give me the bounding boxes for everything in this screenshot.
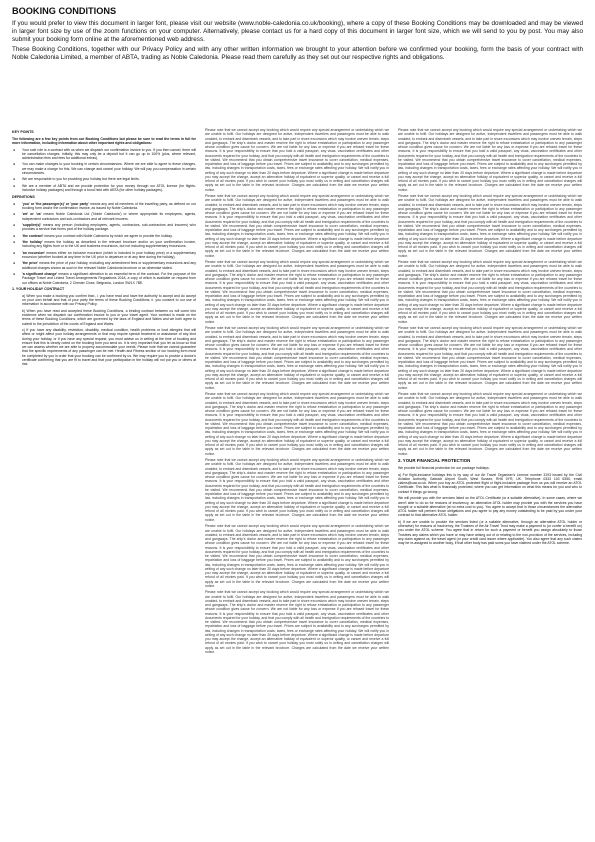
definition-item [12, 261, 196, 270]
list-item: ● Your sole role is a contract with us when we dispatch our confirmation invoice to you. If you then cancel, there will be cancellation charges. Initially, this may only be a deposit but it can go up to 100% (plus, where relevant, administration fees and fees for additional extras). [12, 148, 196, 161]
definition-text: means the holiday as described in the relevant brochure and/or on your confirmation invoice, including any flights from or to the UK and business excursions, but not including supplementary excursions. [22, 240, 196, 249]
body-text: Please note that we cannot accept any booking which would require any special arrangement or undertaking which we are unable to fulfil. Our holidays are designed for active, independent travellers and passengers must be able to walk unaided, to embark and disembark vessels, and to take part in shore excursions which may involve uneven terrain, steps and gangways. The ship's doctor and master reserve the right to refuse embarkation or participation to any passenger whose condition gives cause for concern. We are not liable for any loss or expense if you are refused travel for these reasons. It is your responsibility to ensure that you hold a valid passport, any visas, vaccination certificates and other documents required for your holiday, and that you comply with all health and immigration requirements of the countries to be visited. We recommend that you obtain comprehensive travel insurance to cover cancellation, medical expenses, repatriation and loss of baggage before you travel. Prices are subject to availability and to any surcharges permitted by law, including changes in transportation costs, taxes, fees or exchange rates affecting your holiday. We will notify you in writing of any such change no later than 20 days before departure. Where a significant change is made before departure you may accept the change, accept an alternative holiday of equivalent or superior quality, or cancel and receive a full refund of all monies paid. If you wish to cancel your holiday you must notify us in writing and cancellation charges will apply as set out in the table in the relevant brochure. Charges are calculated from the date we receive your written notice. [205, 194, 389, 258]
key-points-list [12, 148, 196, 193]
definition-term: 'the holiday' [22, 240, 43, 245]
column-3 [398, 128, 582, 836]
list-item: ● You can make changes to your booking in certain circumstances. Where we are able to agree to these changes, we may make a charge for this. We can change and cancel your holiday. We will pay you compensation in certain circumstances. [12, 162, 196, 175]
intro-paragraph-1: If you would prefer to view this document in larger font, please visit our website (www.noble-caledonia.co.uk/booking), where a copy of these Booking Conditions may be downloaded and may be viewed in larger font size by use of the zoom functions on your computer. Alternatively, please contact us for a hard copy of this document in larger font size, which we will send to you by post. You may also submit your booking form online at the aforementioned web address. [12, 20, 583, 43]
definition-item [12, 202, 196, 211]
definition-term: 'an excursion' [22, 250, 46, 255]
body-text: Please note that we cannot accept any booking which would require any special arrangement or undertaking which we are unable to fulfil. Our holidays are designed for active, independent travellers and passengers must be able to walk unaided, to embark and disembark vessels, and to take part in shore excursions which may involve uneven terrain, steps and gangways. The ship's doctor and master reserve the right to refuse embarkation or participation to any passenger whose condition gives cause for concern. We are not liable for any loss or expense if you are refused travel for these reasons. It is your responsibility to ensure that you hold a valid passport, any visas, vaccination certificates and other documents required for your holiday, and that you comply with all health and immigration requirements of the countries to be visited. We recommend that you obtain comprehensive travel insurance to cover cancellation, medical expenses, repatriation and loss of baggage before you travel. Prices are subject to availability and to any surcharges permitted by law, including changes in transportation costs, taxes, fees or exchange rates affecting your holiday. We will notify you in writing of any such change no later than 20 days before departure. Where a significant change is made before departure you may accept the change, accept an alternative holiday of equivalent or superior quality, or cancel and receive a full refund of all monies paid. If you wish to cancel your holiday you must notify us in writing and cancellation charges will apply as set out in the table in the relevant brochure. Charges are calculated from the date we receive your written notice. [205, 524, 389, 588]
body-text: Please note that we cannot accept any booking which would require any special arrangement or undertaking which we are unable to fulfil. Our holidays are designed for active, independent travellers and passengers must be able to walk unaided, to embark and disembark vessels, and to take part in shore excursions which may involve uneven terrain, steps and gangways. The ship's doctor and master reserve the right to refuse embarkation or participation to any passenger whose condition gives cause for concern. We are not liable for any loss or expense if you are refused travel for these reasons. It is your responsibility to ensure that you hold a valid passport, any visas, vaccination certificates and other documents required for your holiday, and that you comply with all health and immigration requirements of the countries to be visited. We recommend that you obtain comprehensive travel insurance to cover cancellation, medical expenses, repatriation and loss of baggage before you travel. Prices are subject to availability and to any surcharges permitted by law, including changes in transportation costs, taxes, fees or exchange rates affecting your holiday. We will notify you in writing of any such change no later than 20 days before departure. Where a significant change is made before departure you may accept the change, accept an alternative holiday of equivalent or superior quality, or cancel and receive a full refund of all monies paid. If you wish to cancel your holiday you must notify us in writing and cancellation charges will apply as set out in the table in the relevant brochure. Charges are calculated from the date we receive your written notice. [205, 458, 389, 522]
definition-item [12, 251, 196, 260]
list-item: ● We are a member of ABTA and we provide protection for your money through our ATOL licence (for flights-inclusive holiday packages) and through a bond held with ABTA (for other holiday packages). [12, 184, 196, 193]
section-2-heading: 2. YOUR FINANCIAL PROTECTION [398, 457, 471, 463]
definition-term: 'supplier(s)' [22, 222, 42, 227]
definition-term: 'you' or 'the passenger(s)' or 'your party' [22, 201, 89, 206]
columns [12, 128, 583, 836]
definition-item [12, 223, 196, 232]
body-text: Please note that we cannot accept any booking which would require any special arrangement or undertaking which we are unable to fulfil. Our holidays are designed for active, independent travellers and passengers must be able to walk unaided, to embark and disembark vessels, and to take part in shore excursions which may involve uneven terrain, steps and gangways. The ship's doctor and master reserve the right to refuse embarkation or participation to any passenger whose condition gives cause for concern. We are not liable for any loss or expense if you are refused travel for these reasons. It is your responsibility to ensure that you hold a valid passport, any visas, vaccination certificates and other documents required for your holiday, and that you comply with all health and immigration requirements of the countries to be visited. We recommend that you obtain comprehensive travel insurance to cover cancellation, medical expenses, repatriation and loss of baggage before you travel. Prices are subject to availability and to any surcharges permitted by law, including changes in transportation costs, taxes, fees or exchange rates affecting your holiday. We will notify you in writing of any such change no later than 20 days before departure. Where a significant change is made before departure you may accept the change, accept an alternative holiday of equivalent or superior quality, or cancel and receive a full refund of all monies paid. If you wish to cancel your holiday you must notify us in writing and cancellation charges will apply as set out in the table in the relevant brochure. Charges are calculated from the date we receive your written notice. [205, 260, 389, 324]
page-title: BOOKING CONDITIONS [12, 6, 117, 16]
definition-item [12, 272, 196, 285]
section-1-heading: 1. YOUR HOLIDAY CONTRACT [12, 287, 65, 292]
body-text: Please note that we cannot accept any booking which would require any special arrangement or undertaking which we are unable to fulfil. Our holidays are designed for active, independent travellers and passengers must be able to walk unaided, to embark and disembark vessels, and to take part in shore excursions which may involve uneven terrain, steps and gangways. The ship's doctor and master reserve the right to refuse embarkation or participation to any passenger whose condition gives cause for concern. We are not liable for any loss or expense if you are refused travel for these reasons. It is your responsibility to ensure that you hold a valid passport, any visas, vaccination certificates and other documents required for your holiday, and that you comply with all health and immigration requirements of the countries to be visited. We recommend that you obtain comprehensive travel insurance to cover cancellation, medical expenses, repatriation and loss of baggage before you travel. Prices are subject to availability and to any surcharges permitted by law, including changes in transportation costs, taxes, fees or exchange rates affecting your holiday. We will notify you in writing of any such change no later than 20 days before departure. Where a significant change is made before departure you may accept the change, accept an alternative holiday of equivalent or superior quality, or cancel and receive a full refund of all monies paid. If you wish to cancel your holiday you must notify us in writing and cancellation charges will apply as set out in the table in the relevant brochure. Charges are calculated from the date we receive your written notice. [398, 128, 582, 192]
definition-text: means Noble Caledonia Ltd ('Noble Caledonia') or where appropriate its employees, agents, independent contractors and sub-contractors and all relevant insurers. [22, 212, 196, 221]
definition-text: means any and all members of the travelling party, as defined on our booking form and/or the confirmation invoice, as issued by Noble Caledonia. [22, 201, 196, 210]
definition-item [12, 234, 196, 238]
body-text: Please note that we cannot accept any booking which would require any special arrangement or undertaking which we are unable to fulfil. Our holidays are designed for active, independent travellers and passengers must be able to walk unaided, to embark and disembark vessels, and to take part in shore excursions which may involve uneven terrain, steps and gangways. The ship's doctor and master reserve the right to refuse embarkation or participation to any passenger whose condition gives cause for concern. We are not liable for any loss or expense if you are refused travel for these reasons. It is your responsibility to ensure that you hold a valid passport, any visas, vaccination certificates and other documents required for your holiday, and that you comply with all health and immigration requirements of the countries to be visited. We recommend that you obtain comprehensive travel insurance to cover cancellation, medical expenses, repatriation and loss of baggage before you travel. Prices are subject to availability and to any surcharges permitted by law, including changes in transportation costs, taxes, fees or exchange rates affecting your holiday. We will notify you in writing of any such change no later than 20 days before departure. Where a significant change is made before departure you may accept the change, accept an alternative holiday of equivalent or superior quality, or cancel and receive a full refund of all monies paid. If you wish to cancel your holiday you must notify us in writing and cancellation charges will apply as set out in the table in the relevant brochure. Charges are calculated from the date we receive your written notice. [205, 326, 389, 390]
definition-text: means your contract with Noble Caledonia by which we agree to provide the holiday. [44, 233, 173, 238]
definition-item [12, 240, 196, 249]
column-1 [12, 128, 196, 836]
definition-term: 'a significant change' [22, 272, 58, 277]
definition-term: 'the price' [22, 261, 39, 266]
body-text: Please note that we cannot accept any booking which would require any special arrangement or undertaking which we are unable to fulfil. Our holidays are designed for active, independent travellers and passengers must be able to walk unaided, to embark and disembark vessels, and to take part in shore excursions which may involve uneven terrain, steps and gangways. The ship's doctor and master reserve the right to refuse embarkation or participation to any passenger whose condition gives cause for concern. We are not liable for any loss or expense if you are refused travel for these reasons. It is your responsibility to ensure that you hold a valid passport, any visas, vaccination certificates and other documents required for your holiday, and that you comply with all health and immigration requirements of the countries to be visited. We recommend that you obtain comprehensive travel insurance to cover cancellation, medical expenses, repatriation and loss of baggage before you travel. Prices are subject to availability and to any surcharges permitted by law, including changes in transportation costs, taxes, fees or exchange rates affecting your holiday. We will notify you in writing of any such change no later than 20 days before departure. Where a significant change is made before departure you may accept the change, accept an alternative holiday of equivalent or superior quality, or cancel and receive a full refund of all monies paid. If you wish to cancel your holiday you must notify us in writing and cancellation charges will apply as set out in the table in the relevant brochure. Charges are calculated from the date we receive your written notice. [205, 128, 389, 192]
section-1-para-a: a) When you make a booking you confirm that:- i. you have read and have the authority to accept and do accept on your own behalf and that of your party the terms of these Booking Conditions; ii. you consent to our use of information in accordance with our Privacy Policy. [22, 293, 196, 307]
body-text: Please note that we cannot accept any booking which would require any special arrangement or undertaking which we are unable to fulfil. Our holidays are designed for active, independent travellers and passengers must be able to walk unaided, to embark and disembark vessels, and to take part in shore excursions which may involve uneven terrain, steps and gangways. The ship's doctor and master reserve the right to refuse embarkation or participation to any passenger whose condition gives cause for concern. We are not liable for any loss or expense if you are refused travel for these reasons. It is your responsibility to ensure that you hold a valid passport, any visas, vaccination certificates and other documents required for your holiday, and that you comply with all health and immigration requirements of the countries to be visited. We recommend that you obtain comprehensive travel insurance to cover cancellation, medical expenses, repatriation and loss of baggage before you travel. Prices are subject to availability and to any surcharges permitted by law, including changes in transportation costs, taxes, fees or exchange rates affecting your holiday. We will notify you in writing of any such change no later than 20 days before departure. Where a significant change is made before departure you may accept the change, accept an alternative holiday of equivalent or superior quality, or cancel and receive a full refund of all monies paid. If you wish to cancel your holiday you must notify us in writing and cancellation charges will apply as set out in the table in the relevant brochure. Charges are calculated from the date we receive your written notice. [398, 326, 582, 390]
key-points-heading: KEY POINTS [12, 130, 34, 134]
definition-text: means the price of your holiday, excluding any amendment fees or supplementary excursions and any additional charges shown as such in the relevant Noble Caledonia brochure or as otherwise stated. [22, 261, 196, 270]
section-1-para-b: b) When you have read and accepted these Booking Conditions, a binding contract between us will come into existence when we dispatch our confirmation invoice to you or your travel agent. Your contract is made on the terms of these Booking Conditions, which are governed by the laws of England and Wales and we both agree to submit to the jurisdiction of the courts of England and Wales. [22, 308, 196, 326]
definition-text: means either an inclusive excursion (which is included in your holiday price) or a supplementary excursion (whether booked at any time in the UK prior to departure or at any time during the holiday). [22, 250, 196, 260]
section-2-para-intro: We provide full financial protection for our package holidays. [398, 466, 490, 471]
definition-term: 'the contract' [22, 233, 44, 238]
body-text: Please note that we cannot accept any booking which would require any special arrangement or undertaking which we are unable to fulfil. Our holidays are designed for active, independent travellers and passengers must be able to walk unaided, to embark and disembark vessels, and to take part in shore excursions which may involve uneven terrain, steps and gangways. The ship's doctor and master reserve the right to refuse embarkation or participation to any passenger whose condition gives cause for concern. We are not liable for any loss or expense if you are refused travel for these reasons. It is your responsibility to ensure that you hold a valid passport, any visas, vaccination certificates and other documents required for your holiday, and that you comply with all health and immigration requirements of the countries to be visited. We recommend that you obtain comprehensive travel insurance to cover cancellation, medical expenses, repatriation and loss of baggage before you travel. Prices are subject to availability and to any surcharges permitted by law, including changes in transportation costs, taxes, fees or exchange rates affecting your holiday. We will notify you in writing of any such change no later than 20 days before departure. Where a significant change is made before departure you may accept the change, accept an alternative holiday of equivalent or superior quality, or cancel and receive a full refund of all monies paid. If you wish to cancel your holiday you must notify us in writing and cancellation charges will apply as set out in the table in the relevant brochure. Charges are calculated from the date we receive your written notice. [398, 194, 582, 258]
intro [12, 20, 583, 61]
definition-item [12, 212, 196, 221]
list-item: ● We are responsible to you for providing your holiday but there are legal limits. [12, 177, 196, 181]
section-2-para-b: b) If we are unable to provide the services listed (or a suitable alternative, through an alternative ATOL holder or otherwise) for reasons of insolvency, the Trustees of the Air Travel Trust may make a payment to (or confer a benefit on) you under the ATOL scheme. You agree that in return for such a payment or benefit you assign absolutely to those Trustees any claims which you have or may have arising out of or relating to the non-provision of the services, including any claim against us, the travel agent (or your credit card issuer where applicable). You also agree that any such claims may be re-assigned to another body, if that other body has paid sums you have claimed under the ATOL scheme. [398, 519, 582, 546]
booking-conditions-page [12, 6, 583, 838]
section-2-para-a: a) For flight-inclusive holidays this is by way of our Air Travel Organiser's Licence number 3193 issued by the Civil Aviation Authority, Gatwick Airport South, West Sussex, RH6 0YR, UK. Telephone 0333 103 6350, email claims@caa.co.uk. When you buy an ATOL protected flight or flight-inclusive package from us you will receive an ATOL Certificate. This lists what is financially protected, where you can get information on what this means for you and who to contact if things go wrong. [398, 472, 582, 494]
body-text: Please note that we cannot accept any booking which would require any special arrangement or undertaking which we are unable to fulfil. Our holidays are designed for active, independent travellers and passengers must be able to walk unaided, to embark and disembark vessels, and to take part in shore excursions which may involve uneven terrain, steps and gangways. The ship's doctor and master reserve the right to refuse embarkation or participation to any passenger whose condition gives cause for concern. We are not liable for any loss or expense if you are refused travel for these reasons. It is your responsibility to ensure that you hold a valid passport, any visas, vaccination certificates and other documents required for your holiday, and that you comply with all health and immigration requirements of the countries to be visited. We recommend that you obtain comprehensive travel insurance to cover cancellation, medical expenses, repatriation and loss of baggage before you travel. Prices are subject to availability and to any surcharges permitted by law, including changes in transportation costs, taxes, fees or exchange rates affecting your holiday. We will notify you in writing of any such change no later than 20 days before departure. Where a significant change is made before departure you may accept the change, accept an alternative holiday of equivalent or superior quality, or cancel and receive a full refund of all monies paid. If you wish to cancel your holiday you must notify us in writing and cancellation charges will apply as set out in the table in the relevant brochure. Charges are calculated from the date we receive your written notice. [398, 260, 582, 324]
body-text: Please note that we cannot accept any booking which would require any special arrangement or undertaking which we are unable to fulfil. Our holidays are designed for active, independent travellers and passengers must be able to walk unaided, to embark and disembark vessels, and to take part in shore excursions which may involve uneven terrain, steps and gangways. The ship's doctor and master reserve the right to refuse embarkation or participation to any passenger whose condition gives cause for concern. We are not liable for any loss or expense if you are refused travel for these reasons. It is your responsibility to ensure that you hold a valid passport, any visas, vaccination certificates and other documents required for your holiday, and that you comply with all health and immigration requirements of the countries to be visited. We recommend that you obtain comprehensive travel insurance to cover cancellation, medical expenses, repatriation and loss of baggage before you travel. Prices are subject to availability and to any surcharges permitted by law, including changes in transportation costs, taxes, fees or exchange rates affecting your holiday. We will notify you in writing of any such change no later than 20 days before departure. Where a significant change is made before departure you may accept the change, accept an alternative holiday of equivalent or superior quality, or cancel and receive a full refund of all monies paid. If you wish to cancel your holiday you must notify us in writing and cancellation charges will apply as set out in the table in the relevant brochure. Charges are calculated from the date we receive your written notice. [205, 392, 389, 456]
body-text: Please note that we cannot accept any booking which would require any special arrangement or undertaking which we are unable to fulfil. Our holidays are designed for active, independent travellers and passengers must be able to walk unaided, to embark and disembark vessels, and to take part in shore excursions which may involve uneven terrain, steps and gangways. The ship's doctor and master reserve the right to refuse embarkation or participation to any passenger whose condition gives cause for concern. We are not liable for any loss or expense if you are refused travel for these reasons. It is your responsibility to ensure that you hold a valid passport, any visas, vaccination certificates and other documents required for your holiday, and that you comply with all health and immigration requirements of the countries to be visited. We recommend that you obtain comprehensive travel insurance to cover cancellation, medical expenses, repatriation and loss of baggage before you travel. Prices are subject to availability and to any surcharges permitted by law, including changes in transportation costs, taxes, fees or exchange rates affecting your holiday. We will notify you in writing of any such change no later than 20 days before departure. Where a significant change is made before departure you may accept the change, accept an alternative holiday of equivalent or superior quality, or cancel and receive a full refund of all monies paid. If you wish to cancel your holiday you must notify us in writing and cancellation charges will apply as set out in the table in the relevant brochure. Charges are calculated from the date we receive your written notice. [398, 392, 582, 456]
column-2 [205, 128, 389, 836]
definitions-heading: DEFINITIONS [12, 194, 35, 199]
section-1-para-c: c) If you have any disability, restriction, disability, medical condition, health problems or food allergies that will affect or might affect your holiday arrangements or that may require special treatment or assistance of any kind during your holiday, or if you have any special request, you must advise us in writing at the time of booking and ensure that this is clearly noted on the booking form you send us. It is very important that you let us know so that we can assess whether we are able to properly accommodate your needs. Please note that we cannot guarantee that the specific requirements of any passenger can be met. Health and Fitness section of our booking form must be completed by you in order that your booking can be confirmed by us. We may require you to provide a doctor's certificate confirming that you are fit to travel and that your participation in the holiday will not put you or others at risk. [22, 328, 196, 367]
body-text: Please note that we cannot accept any booking which would require any special arrangement or undertaking which we are unable to fulfil. Our holidays are designed for active, independent travellers and passengers must be able to walk unaided, to embark and disembark vessels, and to take part in shore excursions which may involve uneven terrain, steps and gangways. The ship's doctor and master reserve the right to refuse embarkation or participation to any passenger whose condition gives cause for concern. We are not liable for any loss or expense if you are refused travel for these reasons. It is your responsibility to ensure that you hold a valid passport, any visas, vaccination certificates and other documents required for your holiday, and that you comply with all health and immigration requirements of the countries to be visited. We recommend that you obtain comprehensive travel insurance to cover cancellation, medical expenses, repatriation and loss of baggage before you travel. Prices are subject to availability and to any surcharges permitted by law, including changes in transportation costs, taxes, fees or exchange rates affecting your holiday. We will notify you in writing of any such change no later than 20 days before departure. Where a significant change is made before departure you may accept the change, accept an alternative holiday of equivalent or superior quality, or cancel and receive a full refund of all monies paid. If you wish to cancel your holiday you must notify us in writing and cancellation charges will apply as set out in the table in the relevant brochure. Charges are calculated from the date we receive your written notice. [205, 590, 389, 654]
definition-text: means a significant alteration to an essential term of the contract. For the purpose of the Package Travel and Linked Travel Arrangements Regulations 2018, a copy of which is available on request from our offices at Noble Caledonia, 2 Chester Close, Belgravia, London SW1X 7BE. [22, 272, 196, 285]
definition-term: 'we' or 'us' [22, 212, 42, 217]
intro-paragraph-2: These Booking Conditions, together with our Privacy Policy and with any other written information we brought to your attention before we confirmed your booking, form the basis of your contract with Noble Caledonia Limited, a member of ABTA, trading as Noble Caledonia. Please read them carefully as they set out our respective rights and obligations. [12, 45, 583, 61]
section-2-para-alt: We will provide you with the services listed on the ATOL Certificate (or a suitable alternative). In some cases, where we aren't able to do so for reasons of insolvency, an alternative ATOL holder may provide you with the services you have bought or a suitable alternative (at no extra cost to you). You agree to accept that in those circumstances the alternative ATOL holder will perform those obligations and you agree to pay any money outstanding to be paid by you under your contract to that alternative ATOL holder. [398, 496, 582, 518]
definition-text: means any person (including employees, agents, contractors, sub-contractors and insurers) who provides a service that forms part of the holiday package. [22, 222, 196, 232]
key-points-lead: The following are a few key points from our Booking Conditions but please be sure to read the terms in full for more information, including information about other important rights and obligations: [12, 136, 196, 145]
